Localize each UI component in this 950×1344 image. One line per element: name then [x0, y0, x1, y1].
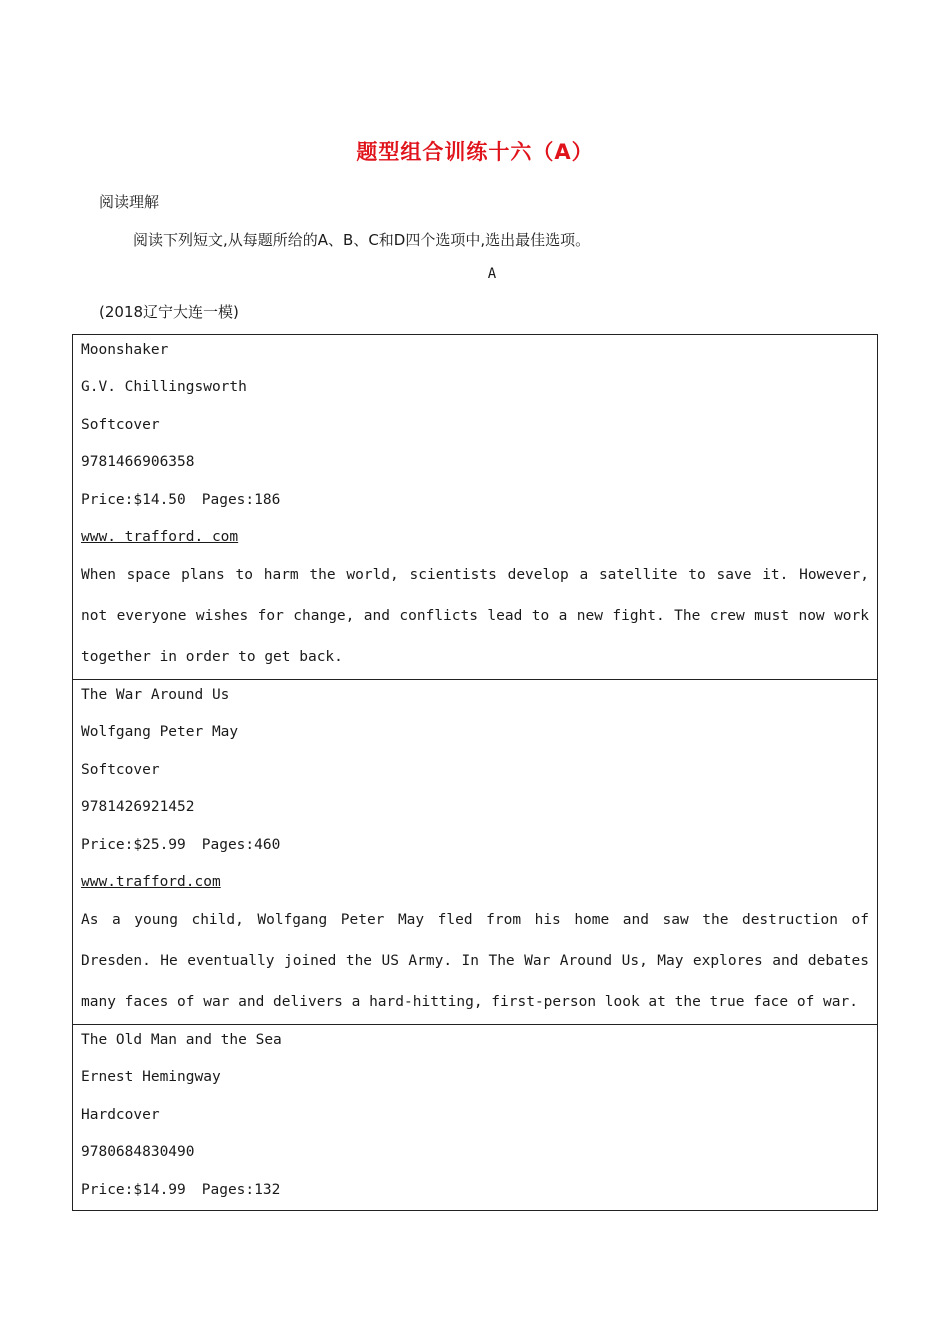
- book-author: G.V. Chillingsworth: [81, 379, 247, 395]
- book-entry-old-man-and-the-sea: [73, 1025, 877, 1210]
- book-entry-moonshaker: [73, 335, 877, 680]
- book-price: Price:$25.99: [81, 836, 186, 853]
- book-price: Price:$14.50: [81, 491, 186, 508]
- book-format: Softcover: [81, 416, 160, 433]
- book-pages: Pages:132: [201, 1181, 281, 1198]
- book-website-link[interactable]: www.trafford.com: [81, 874, 221, 890]
- book-author: Wolfgang Peter May: [81, 724, 239, 740]
- source-note: (2018辽宁大连一模): [99, 303, 239, 321]
- book-description: As a young child, Wolfgang Peter May fled from his home and saw the destruction of Dresden. He eventually joined the US Army. In The War Around Us, May explores and debates many faces of war and delivers a hard-hitting, first-person look at the true face of war.: [81, 911, 869, 1011]
- book-isbn: 9780684830490: [81, 1144, 195, 1160]
- instruction-text: 阅读下列短文,从每题所给的A、B、C和D四个选项中,选出最佳选项。: [133, 231, 591, 249]
- book-format: Hardcover: [81, 1106, 160, 1123]
- book-format: Softcover: [81, 761, 160, 778]
- book-author: Ernest Hemingway: [81, 1069, 221, 1085]
- book-price: Price:$14.99: [81, 1181, 186, 1198]
- book-isbn: 9781426921452: [81, 799, 195, 815]
- book-title: The War Around Us: [81, 687, 230, 703]
- book-title: Moonshaker: [81, 342, 169, 358]
- book-table: [72, 334, 878, 1211]
- book-description: When space plans to harm the world, scientists develop a satellite to save it. However, not everyone wishes for change, and conflicts lead to a new fight. The crew must now work together in order to get back.: [81, 566, 869, 666]
- book-price-pages: [81, 489, 869, 527]
- book-isbn: 9781466906358: [81, 454, 195, 470]
- book-website-link[interactable]: www. trafford. com: [81, 529, 239, 545]
- book-price-pages: [81, 1179, 869, 1217]
- book-title: The Old Man and the Sea: [81, 1032, 282, 1048]
- book-pages: Pages:460: [201, 836, 281, 853]
- page-title: 题型组合训练十六（A）: [356, 140, 594, 164]
- book-entry-war-around-us: [73, 680, 877, 1025]
- passage-letter: A: [487, 266, 497, 282]
- section-label: 阅读理解: [99, 193, 160, 211]
- book-price-pages: [81, 834, 869, 872]
- book-pages: Pages:186: [201, 491, 281, 508]
